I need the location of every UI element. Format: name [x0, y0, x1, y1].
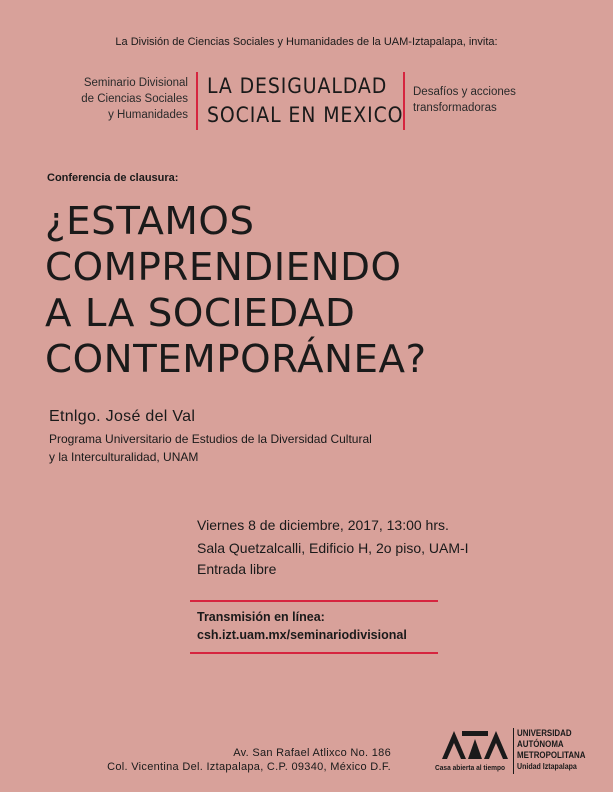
university-name	[517, 728, 585, 772]
red-divider-right	[403, 72, 405, 130]
seminar-subtitle	[413, 84, 516, 116]
seminar-title-line: SOCIAL EN MEXICO	[207, 103, 404, 127]
seminar-subtitle-line: Desafíos y acciones	[413, 86, 516, 98]
stream-url-link[interactable]: csh.izt.uam.mx/seminariodivisional	[197, 628, 407, 642]
seminar-title	[207, 72, 403, 130]
conference-title-line: A LA SOCIEDAD	[45, 291, 356, 335]
logo-divider	[513, 728, 514, 774]
red-rule-bottom	[190, 652, 438, 654]
university-name-line: AUTÓNOMA	[517, 739, 564, 749]
event-details	[197, 514, 469, 560]
conference-title-line: CONTEMPORÁNEA?	[45, 337, 427, 381]
university-unit: Unidad Iztapalapa	[517, 762, 577, 771]
affiliation-line: y la Interculturalidad, UNAM	[49, 450, 199, 464]
red-divider-left	[196, 72, 198, 130]
event-datetime: Viernes 8 de diciembre, 2017, 13:00 hrs.	[197, 517, 449, 533]
university-name-line: UNIVERSIDAD	[517, 728, 572, 738]
conference-title-line: COMPRENDIENDO	[45, 245, 402, 289]
address-line: Av. San Rafael Atlixco No. 186	[233, 747, 391, 759]
seminar-name-line: Seminario Divisional	[83, 77, 188, 89]
conference-title	[45, 198, 427, 382]
affiliation-line: Programa Universitario de Estudios de la Diversidad Cultural	[49, 432, 372, 446]
address	[107, 746, 391, 774]
speaker-affiliation	[49, 430, 372, 466]
seminar-name	[81, 75, 188, 123]
entry-info: Entrada libre	[197, 561, 277, 577]
conference-label: Conferencia de clausura:	[47, 172, 179, 184]
invite-line: La División de Ciencias Sociales y Humanidades de la UAM-Iztapalapa, invita:	[115, 36, 498, 48]
seminar-name-line: de Ciencias Sociales	[81, 93, 188, 105]
seminar-name-line: y Humanidades	[108, 109, 188, 121]
seminar-subtitle-line: transformadoras	[413, 102, 497, 114]
event-venue: Sala Quetzalcalli, Edificio H, 2o piso, UAM-I	[197, 540, 469, 556]
seminar-title-line: LA DESIGUALDAD	[207, 74, 388, 98]
stream-label: Transmisión en línea:	[197, 610, 325, 624]
university-name-line: METROPOLITANA	[517, 750, 586, 760]
red-rule-top	[190, 600, 438, 602]
address-line: Col. Vicentina Del. Iztapalapa, C.P. 09340, México D.F.	[107, 761, 391, 773]
stream-info	[197, 608, 407, 644]
uam-logo-icon	[440, 729, 510, 761]
conference-title-line: ¿ESTAMOS	[45, 199, 255, 243]
logo-tagline: Casa abierta al tiempo	[435, 763, 506, 772]
speaker-name: Etnlgo. José del Val	[49, 408, 196, 425]
